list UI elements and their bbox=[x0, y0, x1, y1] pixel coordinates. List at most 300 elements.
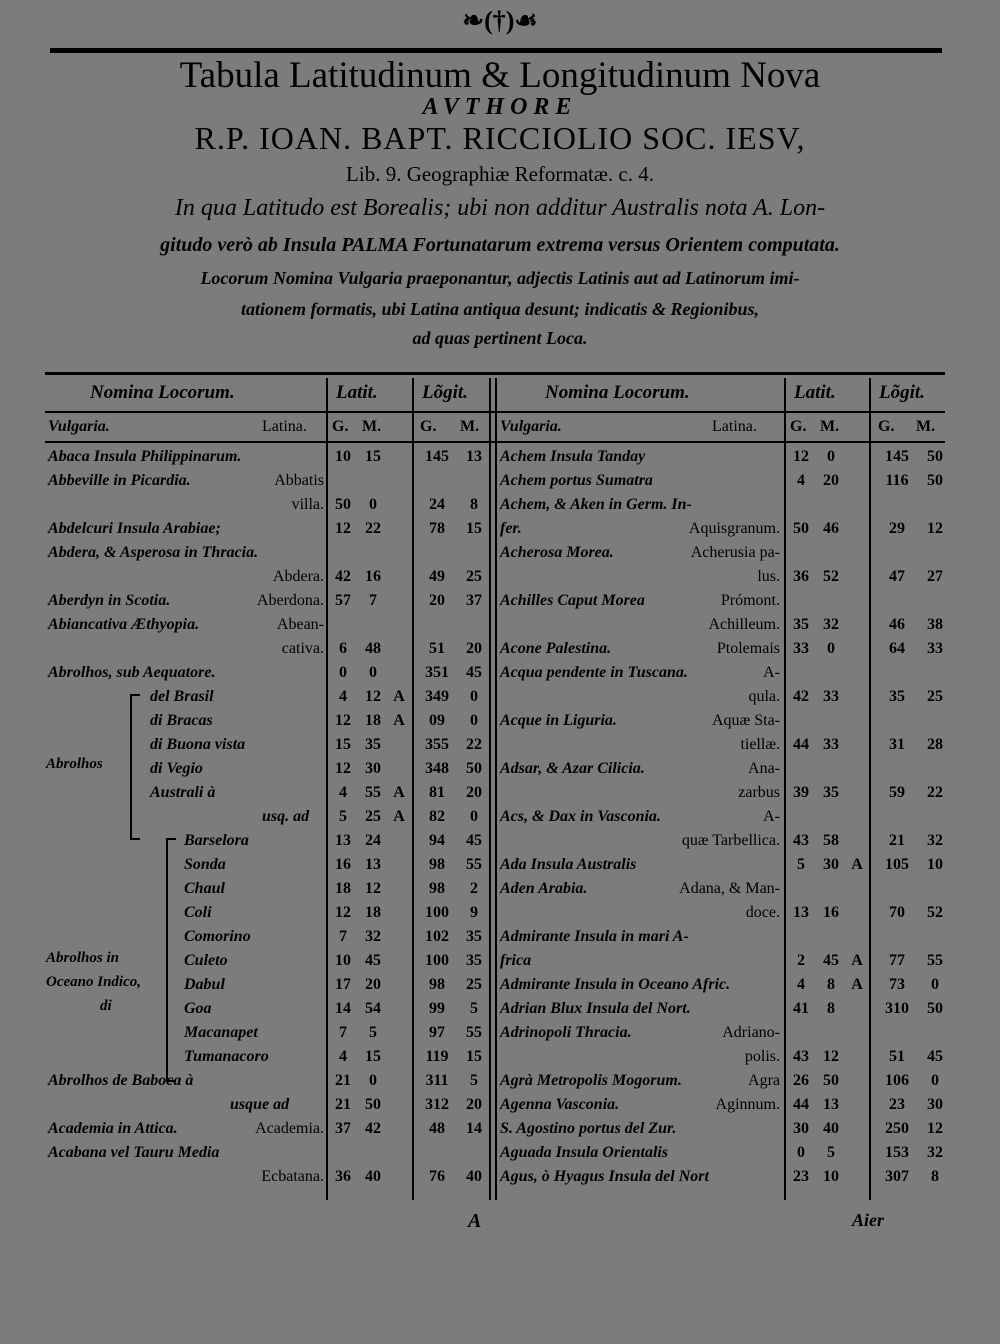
place-vulgar-name: Chaul bbox=[184, 880, 225, 897]
place-vulgar-name: Abiancativa Æthyopia. bbox=[48, 616, 200, 633]
longitude-degrees: 355 bbox=[425, 736, 449, 753]
place-vulgar-name: usq. ad bbox=[262, 808, 310, 825]
latitude-minutes: 0 bbox=[827, 640, 835, 657]
table-row bbox=[0, 760, 1000, 784]
longitude-degrees: 99 bbox=[429, 1000, 445, 1017]
place-vulgar-name: Agus, ò Hyagus Insula del Nort bbox=[500, 1168, 709, 1185]
longitude-minutes: 12 bbox=[927, 520, 943, 537]
catchword-next-page: Aier bbox=[852, 1210, 885, 1230]
place-vulgar-name: Aguada Insula Orientalis bbox=[500, 1144, 669, 1161]
longitude-minutes: 55 bbox=[927, 952, 943, 969]
longitude-degrees: 47 bbox=[889, 568, 905, 585]
longitude-degrees: 250 bbox=[885, 1120, 909, 1137]
place-vulgar-name: Tumanacoro bbox=[184, 1048, 269, 1065]
place-vulgar-name: di Buona vista bbox=[150, 736, 246, 753]
longitude-degrees: 97 bbox=[429, 1024, 445, 1041]
longitude-degrees: 35 bbox=[889, 688, 905, 705]
latitude-minutes: 22 bbox=[365, 520, 381, 537]
table-row bbox=[0, 592, 1000, 616]
latitude-degrees: 2 bbox=[797, 952, 805, 969]
latitude-degrees: 41 bbox=[793, 1000, 809, 1017]
place-latin-name: Adriano- bbox=[722, 1024, 780, 1041]
latitude-minutes: 50 bbox=[365, 1096, 381, 1113]
latitude-minutes: 0 bbox=[369, 664, 377, 681]
longitude-minutes: 37 bbox=[466, 592, 482, 609]
table-row bbox=[0, 688, 1000, 712]
table-row bbox=[0, 448, 1000, 472]
latitude-minutes: 18 bbox=[365, 712, 381, 729]
latitude-minutes: 50 bbox=[823, 1072, 839, 1089]
latitude-minutes: 58 bbox=[823, 832, 839, 849]
place-vulgar-name: Culeto bbox=[184, 952, 228, 969]
place-vulgar-name: Adsar, & Azar Cilicia. bbox=[500, 760, 645, 777]
place-latin-name: A- bbox=[763, 808, 780, 825]
subheader-latina-right: Latina. bbox=[712, 418, 757, 435]
latitude-degrees: 35 bbox=[793, 616, 809, 633]
place-vulgar-name: Abaca Insula Philippinarum. bbox=[48, 448, 242, 465]
place-vulgar-name: Aberdyn in Scotia. bbox=[48, 592, 171, 609]
longitude-minutes: 55 bbox=[466, 1024, 482, 1041]
longitude-degrees: 307 bbox=[885, 1168, 909, 1185]
subheader-m-left-2: M. bbox=[460, 418, 480, 435]
austral-mark: A bbox=[393, 712, 405, 729]
place-vulgar-name: fer. bbox=[500, 520, 522, 537]
longitude-degrees: 116 bbox=[885, 472, 909, 489]
longitude-minutes: 2 bbox=[470, 880, 478, 897]
longitude-minutes: 40 bbox=[466, 1168, 482, 1185]
longitude-degrees: 21 bbox=[889, 832, 905, 849]
longitude-minutes: 15 bbox=[466, 1048, 482, 1065]
austral-mark: A bbox=[851, 976, 863, 993]
longitude-minutes: 14 bbox=[466, 1120, 482, 1137]
header-names-left: Nomina Locorum. bbox=[90, 382, 235, 403]
table-row bbox=[0, 616, 1000, 640]
place-vulgar-name: Achem, & Aken in Germ. In- bbox=[500, 496, 692, 513]
place-vulgar-name: Sonda bbox=[184, 856, 226, 873]
place-vulgar-name: Ada Insula Australis bbox=[500, 856, 637, 873]
table-row bbox=[0, 1024, 1000, 1048]
longitude-degrees: 105 bbox=[885, 856, 909, 873]
latitude-minutes: 40 bbox=[823, 1120, 839, 1137]
latitude-degrees: 42 bbox=[335, 568, 351, 585]
longitude-minutes: 50 bbox=[927, 1000, 943, 1017]
latitude-minutes: 25 bbox=[365, 808, 381, 825]
longitude-minutes: 5 bbox=[470, 1072, 478, 1089]
intro-line-1: In qua Latitudo est Borealis; ubi non additur Australis nota A. Lon- bbox=[174, 195, 826, 221]
place-latin-name: Prómont. bbox=[720, 592, 780, 609]
longitude-minutes: 20 bbox=[466, 784, 482, 801]
latitude-minutes: 40 bbox=[365, 1168, 381, 1185]
place-vulgar-name: Acque in Liguria. bbox=[500, 712, 617, 729]
intro-line-4: tationem formatis, ubi Latina antiqua desunt; indicatis & Regionibus, bbox=[240, 299, 760, 319]
table-top-rule bbox=[45, 372, 945, 375]
latitude-minutes: 45 bbox=[365, 952, 381, 969]
latitude-minutes: 15 bbox=[365, 1048, 381, 1065]
longitude-minutes: 8 bbox=[931, 1168, 939, 1185]
place-vulgar-name: Acqua pendente in Tuscana. bbox=[500, 664, 688, 681]
longitude-degrees: 119 bbox=[425, 1048, 449, 1065]
longitude-degrees: 81 bbox=[429, 784, 445, 801]
longitude-degrees: 98 bbox=[429, 880, 445, 897]
latitude-degrees: 50 bbox=[335, 496, 351, 513]
header-lat-right: Latit. bbox=[794, 382, 836, 403]
latitude-minutes: 24 bbox=[365, 832, 381, 849]
longitude-minutes: 50 bbox=[927, 472, 943, 489]
longitude-degrees: 311 bbox=[425, 1072, 449, 1089]
header-names-right: Nomina Locorum. bbox=[545, 382, 690, 403]
latitude-minutes: 33 bbox=[823, 736, 839, 753]
place-vulgar-name: Abdelcuri Insula Arabiae; bbox=[48, 520, 221, 537]
place-latin-name: Academia. bbox=[255, 1120, 324, 1137]
longitude-degrees: 100 bbox=[425, 904, 449, 921]
longitude-minutes: 45 bbox=[466, 832, 482, 849]
latitude-degrees: 36 bbox=[335, 1168, 351, 1185]
table-row bbox=[0, 1120, 1000, 1144]
page-title: Tabula Latitudinum & Longitudinum Nova bbox=[179, 55, 821, 96]
place-latin-name: Ptolemais bbox=[716, 640, 780, 657]
longitude-degrees: 102 bbox=[425, 928, 449, 945]
longitude-degrees: 59 bbox=[889, 784, 905, 801]
place-vulgar-name: S. Agostino portus del Zur. bbox=[500, 1120, 677, 1137]
longitude-degrees: 73 bbox=[889, 976, 905, 993]
latitude-minutes: 7 bbox=[369, 592, 377, 609]
latitude-degrees: 12 bbox=[335, 520, 351, 537]
place-vulgar-name: del Brasil bbox=[150, 688, 214, 705]
place-vulgar-name: Macanapet bbox=[184, 1024, 258, 1041]
longitude-minutes: 25 bbox=[466, 976, 482, 993]
subheader-m-left: M. bbox=[362, 418, 382, 435]
place-latin-name: doce. bbox=[745, 904, 780, 921]
latitude-degrees: 10 bbox=[335, 952, 351, 969]
longitude-minutes: 15 bbox=[466, 520, 482, 537]
latitude-degrees: 4 bbox=[797, 976, 805, 993]
latitude-minutes: 48 bbox=[365, 640, 381, 657]
place-latin-name: tiellæ. bbox=[740, 736, 780, 753]
longitude-minutes: 32 bbox=[927, 832, 943, 849]
longitude-minutes: 50 bbox=[927, 448, 943, 465]
latitude-degrees: 7 bbox=[339, 1024, 347, 1041]
author-name: R.P. IOAN. BAPT. RICCIOLIO SOC. IESV, bbox=[194, 120, 806, 156]
latitude-degrees: 0 bbox=[339, 664, 347, 681]
latitude-degrees: 6 bbox=[339, 640, 347, 657]
longitude-degrees: 48 bbox=[429, 1120, 445, 1137]
longitude-minutes: 30 bbox=[927, 1096, 943, 1113]
latitude-degrees: 12 bbox=[335, 712, 351, 729]
longitude-degrees: 145 bbox=[885, 448, 909, 465]
longitude-minutes: 50 bbox=[466, 760, 482, 777]
austral-mark: A bbox=[393, 808, 405, 825]
group-label-oceano: Oceano Indico, bbox=[46, 974, 141, 990]
subheader-vulgaria-right: Vulgaria. bbox=[500, 418, 562, 435]
place-vulgar-name: Abbeville in Picardia. bbox=[48, 472, 191, 489]
latitude-minutes: 12 bbox=[823, 1048, 839, 1065]
intro-line-5: ad quas pertinent Loca. bbox=[412, 328, 588, 348]
latitude-degrees: 26 bbox=[793, 1072, 809, 1089]
longitude-minutes: 28 bbox=[927, 736, 943, 753]
latitude-degrees: 36 bbox=[793, 568, 809, 585]
place-latin-name: Adana, & Man- bbox=[679, 880, 780, 897]
place-latin-name: Agra bbox=[748, 1072, 780, 1089]
group-label-di: di bbox=[100, 998, 112, 1014]
place-latin-name: Abdera. bbox=[272, 568, 324, 585]
place-vulgar-name: Adrian Blux Insula del Nort. bbox=[500, 1000, 691, 1017]
table-row bbox=[0, 1096, 1000, 1120]
latitude-minutes: 30 bbox=[823, 856, 839, 873]
longitude-degrees: 98 bbox=[429, 856, 445, 873]
longitude-minutes: 20 bbox=[466, 1096, 482, 1113]
longitude-minutes: 9 bbox=[470, 904, 478, 921]
place-latin-name: A- bbox=[763, 664, 780, 681]
latitude-minutes: 32 bbox=[823, 616, 839, 633]
top-rule bbox=[50, 48, 942, 53]
latitude-minutes: 0 bbox=[369, 1072, 377, 1089]
place-vulgar-name: Achem portus Sumatra bbox=[500, 472, 653, 489]
latitude-minutes: 35 bbox=[365, 736, 381, 753]
table-row bbox=[0, 544, 1000, 568]
latitude-degrees: 5 bbox=[797, 856, 805, 873]
latitude-degrees: 10 bbox=[335, 448, 351, 465]
table-row bbox=[0, 1000, 1000, 1024]
latitude-minutes: 15 bbox=[365, 448, 381, 465]
place-latin-name: Aberdona. bbox=[256, 592, 324, 609]
latitude-degrees: 44 bbox=[793, 1096, 809, 1113]
longitude-minutes: 13 bbox=[466, 448, 482, 465]
catchword-signature: A bbox=[468, 1210, 482, 1232]
longitude-degrees: 348 bbox=[425, 760, 449, 777]
longitude-minutes: 20 bbox=[466, 640, 482, 657]
latitude-degrees: 39 bbox=[793, 784, 809, 801]
latitude-degrees: 15 bbox=[335, 736, 351, 753]
table-row bbox=[0, 736, 1000, 760]
place-vulgar-name: Dabul bbox=[184, 976, 225, 993]
subheader-vulgaria-left: Vulgaria. bbox=[48, 418, 110, 435]
latitude-minutes: 10 bbox=[823, 1168, 839, 1185]
longitude-degrees: 106 bbox=[885, 1072, 909, 1089]
latitude-degrees: 14 bbox=[335, 1000, 351, 1017]
source-reference: Lib. 9. Geographiæ Reformatæ. c. 4. bbox=[346, 162, 654, 186]
place-latin-name: lus. bbox=[757, 568, 780, 585]
longitude-minutes: 12 bbox=[927, 1120, 943, 1137]
place-vulgar-name: Aden Arabia. bbox=[500, 880, 588, 897]
longitude-minutes: 10 bbox=[927, 856, 943, 873]
latitude-minutes: 42 bbox=[365, 1120, 381, 1137]
place-vulgar-name: di Vegio bbox=[150, 760, 203, 777]
subheader-m-right-2: M. bbox=[916, 418, 936, 435]
table-row bbox=[0, 856, 1000, 880]
latitude-minutes: 0 bbox=[827, 448, 835, 465]
longitude-degrees: 349 bbox=[425, 688, 449, 705]
subheader-g-left: G. bbox=[332, 418, 349, 435]
longitude-degrees: 78 bbox=[429, 520, 445, 537]
latitude-degrees: 21 bbox=[335, 1096, 351, 1113]
table-row bbox=[0, 664, 1000, 688]
latitude-degrees: 4 bbox=[339, 688, 347, 705]
place-vulgar-name: Comorino bbox=[184, 928, 251, 945]
subheader-g-left-2: G. bbox=[420, 418, 437, 435]
longitude-minutes: 0 bbox=[931, 976, 939, 993]
longitude-minutes: 25 bbox=[466, 568, 482, 585]
place-vulgar-name: Goa bbox=[184, 1000, 212, 1017]
latitude-minutes: 12 bbox=[365, 688, 381, 705]
place-vulgar-name: Acs, & Dax in Vasconia. bbox=[500, 808, 661, 825]
place-vulgar-name: Australi à bbox=[150, 784, 216, 801]
table-row bbox=[0, 832, 1000, 856]
subheader-m-right: M. bbox=[820, 418, 840, 435]
place-latin-name: zarbus bbox=[738, 784, 780, 801]
longitude-degrees: 24 bbox=[429, 496, 445, 513]
place-vulgar-name: Abdera, & Asperosa in Thracia. bbox=[48, 544, 259, 561]
longitude-degrees: 82 bbox=[429, 808, 445, 825]
place-latin-name: Achilleum. bbox=[708, 616, 780, 633]
latitude-degrees: 4 bbox=[339, 784, 347, 801]
latitude-minutes: 35 bbox=[823, 784, 839, 801]
table-row bbox=[0, 880, 1000, 904]
place-latin-name: cativa. bbox=[281, 640, 324, 657]
longitude-minutes: 0 bbox=[470, 808, 478, 825]
place-vulgar-name: frica bbox=[500, 952, 532, 969]
longitude-degrees: 64 bbox=[889, 640, 905, 657]
place-vulgar-name: usque ad bbox=[230, 1096, 290, 1113]
place-vulgar-name: Agenna Vasconia. bbox=[500, 1096, 620, 1113]
latitude-minutes: 16 bbox=[365, 568, 381, 585]
latitude-degrees: 18 bbox=[335, 880, 351, 897]
table-row bbox=[0, 640, 1000, 664]
latitude-minutes: 13 bbox=[823, 1096, 839, 1113]
latitude-minutes: 33 bbox=[823, 688, 839, 705]
latitude-degrees: 43 bbox=[793, 832, 809, 849]
place-latin-name: Aginnum. bbox=[715, 1096, 780, 1113]
longitude-degrees: 31 bbox=[889, 736, 905, 753]
place-vulgar-name: Admirante Insula in Oceano Afric. bbox=[500, 976, 731, 993]
place-latin-name: villa. bbox=[291, 496, 324, 513]
longitude-minutes: 22 bbox=[466, 736, 482, 753]
group-label-abrolhos: Abrolhos bbox=[46, 756, 103, 772]
austral-mark: A bbox=[393, 784, 405, 801]
longitude-degrees: 312 bbox=[425, 1096, 449, 1113]
longitude-degrees: 153 bbox=[885, 1144, 909, 1161]
subheader-g-right-2: G. bbox=[878, 418, 895, 435]
latitude-minutes: 55 bbox=[365, 784, 381, 801]
latitude-degrees: 37 bbox=[335, 1120, 351, 1137]
latitude-degrees: 0 bbox=[797, 1144, 805, 1161]
place-latin-name: Aquisgranum. bbox=[688, 520, 780, 537]
longitude-degrees: 94 bbox=[429, 832, 445, 849]
subheader-g-right: G. bbox=[790, 418, 807, 435]
table-row bbox=[0, 808, 1000, 832]
table-row bbox=[0, 1072, 1000, 1096]
table-row bbox=[0, 496, 1000, 520]
subheader-latina-left: Latina. bbox=[262, 418, 307, 435]
latitude-degrees: 30 bbox=[793, 1120, 809, 1137]
longitude-degrees: 310 bbox=[885, 1000, 909, 1017]
place-vulgar-name: Adrinopoli Thracia. bbox=[500, 1024, 632, 1041]
latitude-degrees: 23 bbox=[793, 1168, 809, 1185]
place-latin-name: qula. bbox=[748, 688, 780, 705]
latitude-minutes: 5 bbox=[827, 1144, 835, 1161]
longitude-minutes: 27 bbox=[927, 568, 943, 585]
longitude-degrees: 76 bbox=[429, 1168, 445, 1185]
group-label-abrolhos-indico: Abrolhos in bbox=[46, 950, 119, 966]
latitude-minutes: 32 bbox=[365, 928, 381, 945]
header-lon-left: Lõgit. bbox=[422, 382, 468, 403]
latitude-degrees: 21 bbox=[335, 1072, 351, 1089]
latitude-minutes: 20 bbox=[365, 976, 381, 993]
latitude-degrees: 12 bbox=[793, 448, 809, 465]
longitude-degrees: 145 bbox=[425, 448, 449, 465]
longitude-minutes: 45 bbox=[927, 1048, 943, 1065]
header-lon-right: Lõgit. bbox=[879, 382, 925, 403]
table-row bbox=[0, 472, 1000, 496]
place-latin-name: Acherusia pa- bbox=[690, 544, 780, 561]
table-row bbox=[0, 976, 1000, 1000]
longitude-minutes: 35 bbox=[466, 952, 482, 969]
place-vulgar-name: Agrà Metropolis Mogorum. bbox=[500, 1072, 682, 1089]
latitude-degrees: 44 bbox=[793, 736, 809, 753]
place-vulgar-name: Acabana vel Tauru Media bbox=[48, 1144, 220, 1161]
table-row bbox=[0, 568, 1000, 592]
place-vulgar-name: Admirante Insula in mari A- bbox=[500, 928, 689, 945]
longitude-degrees: 51 bbox=[889, 1048, 905, 1065]
place-latin-name: Aquæ Sta- bbox=[712, 712, 780, 729]
latitude-minutes: 18 bbox=[365, 904, 381, 921]
table-row bbox=[0, 712, 1000, 736]
place-vulgar-name: Abrolhos de Baboca à bbox=[48, 1072, 194, 1089]
latitude-degrees: 33 bbox=[793, 640, 809, 657]
longitude-minutes: 45 bbox=[466, 664, 482, 681]
table-row bbox=[0, 904, 1000, 928]
latitude-degrees: 57 bbox=[335, 592, 351, 609]
place-latin-name: Abean- bbox=[276, 616, 324, 633]
austral-mark: A bbox=[851, 856, 863, 873]
place-latin-name: quæ Tarbellica. bbox=[681, 832, 780, 849]
longitude-degrees: 77 bbox=[889, 952, 905, 969]
longitude-minutes: 35 bbox=[466, 928, 482, 945]
place-vulgar-name: Acone Palestina. bbox=[500, 640, 612, 657]
longitude-degrees: 46 bbox=[889, 616, 905, 633]
latitude-degrees: 42 bbox=[793, 688, 809, 705]
table-row bbox=[0, 1048, 1000, 1072]
place-latin-name: polis. bbox=[744, 1048, 780, 1065]
longitude-degrees: 98 bbox=[429, 976, 445, 993]
longitude-minutes: 0 bbox=[470, 712, 478, 729]
longitude-degrees: 100 bbox=[425, 952, 449, 969]
place-latin-name: Ana- bbox=[748, 760, 780, 777]
longitude-degrees: 09 bbox=[429, 712, 445, 729]
longitude-degrees: 351 bbox=[425, 664, 449, 681]
longitude-minutes: 33 bbox=[927, 640, 943, 657]
longitude-minutes: 25 bbox=[927, 688, 943, 705]
latitude-degrees: 50 bbox=[793, 520, 809, 537]
longitude-degrees: 20 bbox=[429, 592, 445, 609]
longitude-minutes: 38 bbox=[927, 616, 943, 633]
latitude-degrees: 4 bbox=[339, 1048, 347, 1065]
latitude-degrees: 12 bbox=[335, 760, 351, 777]
longitude-minutes: 8 bbox=[470, 496, 478, 513]
latitude-degrees: 16 bbox=[335, 856, 351, 873]
latitude-minutes: 0 bbox=[369, 496, 377, 513]
latitude-minutes: 30 bbox=[365, 760, 381, 777]
latitude-degrees: 5 bbox=[339, 808, 347, 825]
latitude-degrees: 13 bbox=[335, 832, 351, 849]
latitude-degrees: 12 bbox=[335, 904, 351, 921]
longitude-degrees: 70 bbox=[889, 904, 905, 921]
longitude-minutes: 52 bbox=[927, 904, 943, 921]
latitude-degrees: 17 bbox=[335, 976, 351, 993]
latitude-degrees: 43 bbox=[793, 1048, 809, 1065]
latitude-minutes: 8 bbox=[827, 1000, 835, 1017]
table-row bbox=[0, 784, 1000, 808]
longitude-degrees: 51 bbox=[429, 640, 445, 657]
